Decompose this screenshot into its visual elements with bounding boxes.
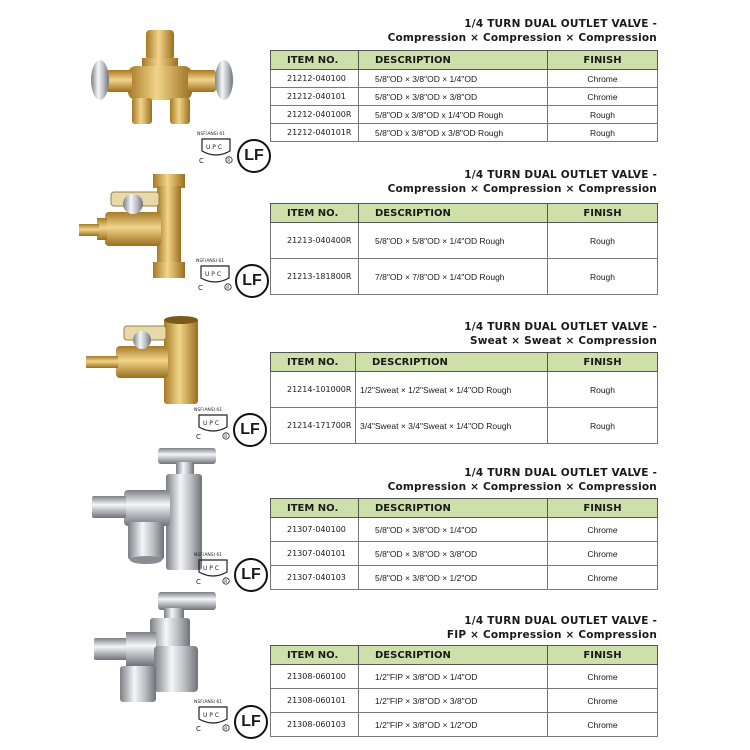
col-finish: FINISH — [548, 499, 658, 518]
table-header-row — [271, 51, 658, 70]
description-cell: 1/2"FIP × 3/8"OD × 1/4"OD — [359, 665, 548, 689]
description-cell: 5/8"OD × 3/8"OD × 1/4"OD — [359, 70, 548, 88]
finish-cell: Rough — [548, 106, 658, 124]
lead-free-icon: LF — [234, 705, 268, 739]
table-header-row — [271, 353, 658, 372]
title-line-1: 1/4 TURN DUAL OUTLET VALVE - — [464, 169, 657, 181]
finish-cell: Chrome — [548, 88, 658, 106]
title-line-1: 1/4 TURN DUAL OUTLET VALVE - — [464, 467, 657, 479]
title-line-2: FIP × Compression × Compression — [446, 629, 657, 641]
table-row — [271, 689, 658, 713]
table-row — [271, 223, 658, 259]
nsf-upc-cert-icon — [193, 550, 233, 590]
table-row — [271, 408, 658, 444]
nsf-upc-cert-icon — [193, 697, 233, 737]
table-row — [271, 372, 658, 408]
section-title — [388, 466, 657, 494]
nsf-upc-cert-icon — [195, 256, 235, 296]
col-item-no: ITEM NO. — [271, 51, 359, 70]
finish-cell: Chrome — [548, 713, 658, 737]
title-line-2: Compression × Compression × Compression — [387, 481, 657, 493]
description-cell: 5/8"OD x 3/8"OD x 3/8"OD Rough — [359, 124, 548, 142]
spec-table — [270, 498, 658, 590]
item-no-cell: 21307-040100 — [271, 518, 359, 542]
col-item-no: ITEM NO. — [271, 353, 356, 372]
finish-cell: Rough — [548, 408, 658, 444]
item-no-cell: 21307-040101 — [271, 542, 359, 566]
table-row — [271, 259, 658, 295]
spec-table — [270, 203, 658, 295]
spec-table — [270, 645, 658, 737]
finish-cell: Rough — [548, 372, 658, 408]
col-finish: FINISH — [548, 51, 658, 70]
item-no-cell: 21212-040101 — [271, 88, 359, 106]
description-cell: 5/8"OD x 3/8"OD x 1/4"OD Rough — [359, 106, 548, 124]
title-line-2: Sweat × Sweat × Compression — [469, 335, 657, 347]
table-row — [271, 518, 658, 542]
title-line-1: 1/4 TURN DUAL OUTLET VALVE - — [464, 18, 657, 30]
item-no-cell: 21308-060100 — [271, 665, 359, 689]
spec-table — [270, 352, 658, 444]
description-cell: 5/8"OD × 3/8"OD × 3/8"OD — [359, 88, 548, 106]
item-no-cell: 21213-040400R — [271, 223, 359, 259]
lead-free-icon: LF — [234, 558, 268, 592]
col-finish: FINISH — [548, 353, 658, 372]
title-line-1: 1/4 TURN DUAL OUTLET VALVE - — [464, 321, 657, 333]
lead-free-icon: LF — [237, 139, 271, 173]
item-no-cell: 21307-040103 — [271, 566, 359, 590]
finish-cell: Chrome — [548, 566, 658, 590]
description-cell: 5/8"OD × 3/8"OD × 1/2"OD — [359, 566, 548, 590]
item-no-cell: 21214-171700R — [271, 408, 356, 444]
section-title — [388, 17, 657, 45]
description-cell: 5/8"OD × 5/8"OD × 1/4"OD Rough — [359, 223, 548, 259]
col-item-no: ITEM NO. — [271, 499, 359, 518]
description-cell: 1/2"Sweat × 1/2"Sweat × 1/4"OD Rough — [356, 372, 548, 408]
col-description: DESCRIPTION — [356, 353, 548, 372]
brass-tee-valve-image — [75, 172, 205, 282]
nsf-upc-cert-icon — [196, 129, 236, 169]
finish-cell: Rough — [548, 259, 658, 295]
item-no-cell: 21212-040101R — [271, 124, 359, 142]
table-header-row — [271, 499, 658, 518]
lead-free-icon: LF — [235, 264, 269, 298]
description-cell: 5/8"OD × 3/8"OD × 3/8"OD — [359, 542, 548, 566]
description-cell: 3/4"Sweat × 3/4"Sweat × 1/4"OD Rough — [356, 408, 548, 444]
title-line-1: 1/4 TURN DUAL OUTLET VALVE - — [464, 615, 657, 627]
item-no-cell: 21212-040100R — [271, 106, 359, 124]
finish-cell: Chrome — [548, 542, 658, 566]
table-row — [271, 713, 658, 737]
col-description: DESCRIPTION — [359, 499, 548, 518]
spec-table — [270, 50, 658, 142]
table-row — [271, 542, 658, 566]
finish-cell: Chrome — [548, 518, 658, 542]
finish-cell: Chrome — [548, 689, 658, 713]
item-no-cell: 21308-060101 — [271, 689, 359, 713]
section-title — [447, 614, 657, 642]
section-title — [388, 168, 657, 196]
table-row — [271, 566, 658, 590]
table-header-row — [271, 646, 658, 665]
col-finish: FINISH — [548, 646, 658, 665]
finish-cell: Rough — [548, 124, 658, 142]
description-cell: 7/8"OD × 7/8"OD × 1/4"OD Rough — [359, 259, 548, 295]
col-description: DESCRIPTION — [359, 51, 548, 70]
finish-cell: Chrome — [548, 70, 658, 88]
description-cell: 5/8"OD × 3/8"OD × 1/4"OD — [359, 518, 548, 542]
brass-sweat-valve-image — [82, 316, 212, 406]
item-no-cell: 21212-040100 — [271, 70, 359, 88]
col-item-no: ITEM NO. — [271, 646, 359, 665]
nsf-upc-cert-icon — [193, 405, 233, 445]
lead-free-icon: LF — [233, 413, 267, 447]
description-cell: 1/2"FIP × 3/8"OD × 1/2"OD — [359, 713, 548, 737]
item-no-cell: 21308-060103 — [271, 713, 359, 737]
item-no-cell: 21214-101000R — [271, 372, 356, 408]
chrome-fip-valve-image — [90, 590, 220, 710]
brass-dual-outlet-valve-image — [88, 20, 238, 130]
table-row — [271, 70, 658, 88]
description-cell: 1/2"FIP × 3/8"OD × 3/8"OD — [359, 689, 548, 713]
section-title — [464, 320, 657, 348]
finish-cell: Chrome — [548, 665, 658, 689]
title-line-2: Compression × Compression × Compression — [387, 32, 657, 44]
col-description: DESCRIPTION — [359, 204, 548, 223]
table-header-row — [271, 204, 658, 223]
table-row — [271, 124, 658, 142]
table-row — [271, 665, 658, 689]
col-description: DESCRIPTION — [359, 646, 548, 665]
title-line-2: Compression × Compression × Compression — [387, 183, 657, 195]
finish-cell: Rough — [548, 223, 658, 259]
table-row — [271, 88, 658, 106]
col-item-no: ITEM NO. — [271, 204, 359, 223]
table-row — [271, 106, 658, 124]
item-no-cell: 21213-181800R — [271, 259, 359, 295]
col-finish: FINISH — [548, 204, 658, 223]
